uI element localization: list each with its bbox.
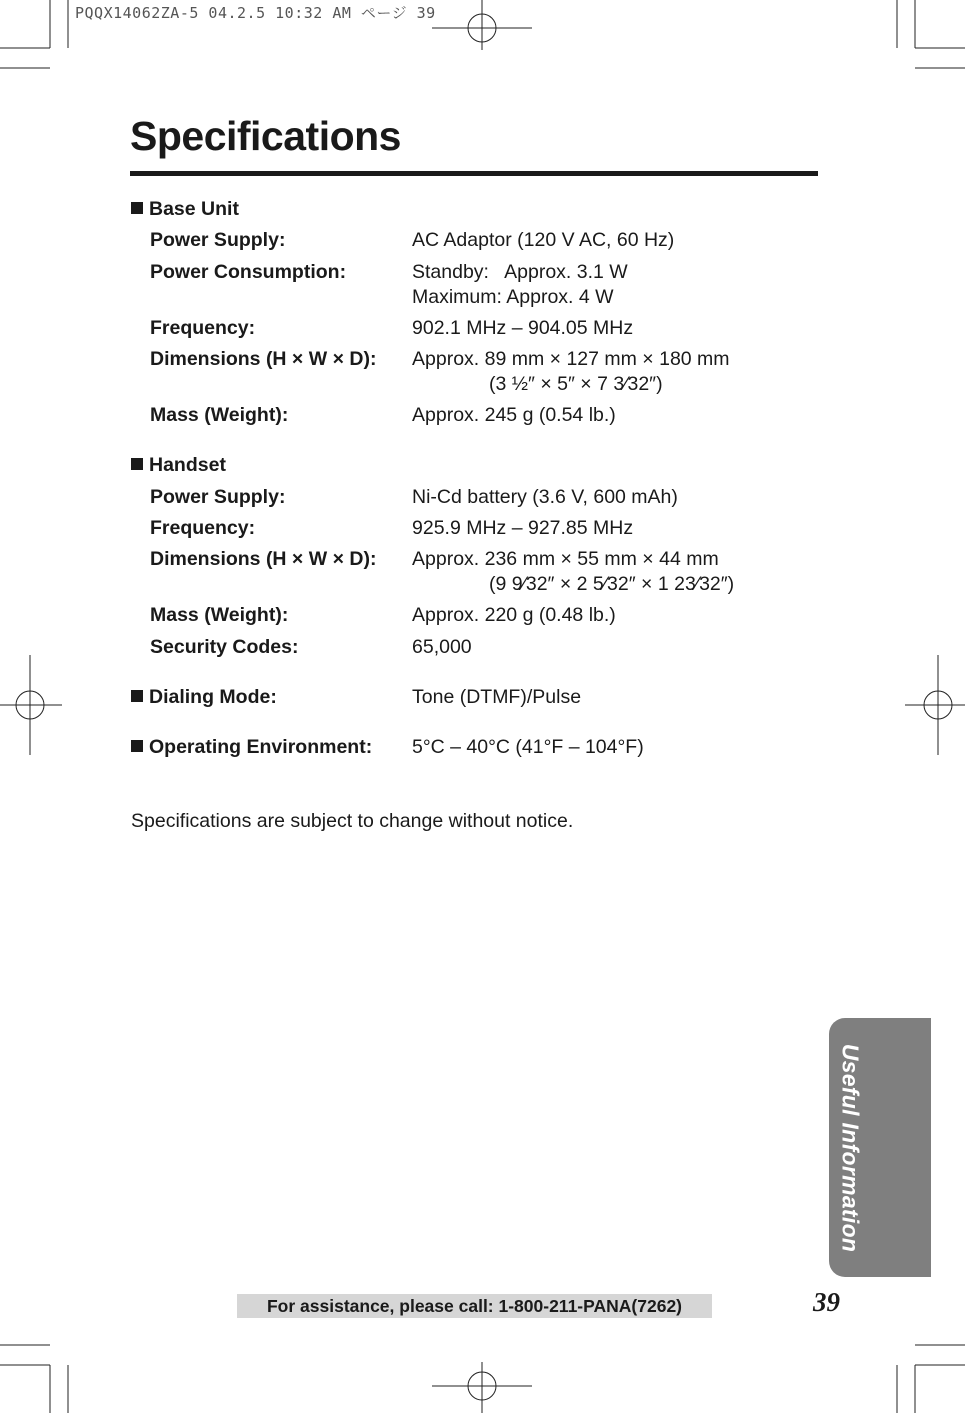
spec-value: Approx. 245 g (0.54 lb.) [412,404,616,426]
spec-label: Power Supply: [150,486,286,508]
spec-value: 65,000 [412,636,472,658]
spec-label: Frequency: [150,517,256,539]
spec-value: (9 9⁄32″ × 2 5⁄32″ × 1 23⁄32″) [489,573,735,595]
spec-value: 902.1 MHz – 904.05 MHz [412,317,634,339]
spec-label: Power Supply: [150,229,286,251]
spec-value: Ni-Cd battery (3.6 V, 600 mAh) [412,486,678,508]
assistance-bar: For assistance, please call: 1-800-211-PANA(7262) [237,1294,712,1318]
spec-value: AC Adaptor (120 V AC, 60 Hz) [412,229,675,251]
section-side-tab-label: Useful Information [837,1043,864,1253]
spec-value: 925.9 MHz – 927.85 MHz [412,517,634,539]
bullet-square-icon [131,202,143,214]
bullet-square-icon [131,690,143,702]
spec-value: Approx. 236 mm × 55 mm × 44 mm [412,548,719,570]
base-unit-heading: Base Unit [131,197,239,221]
bullet-square-icon [131,458,143,470]
spec-value: Approx. 220 g (0.48 lb.) [412,604,616,626]
spec-value: Approx. 89 mm × 127 mm × 180 mm [412,348,730,370]
page-number: 39 [813,1287,840,1317]
spec-label: Dimensions (H × W × D): [150,548,377,570]
spec-value: (3 ½″ × 5″ × 7 3⁄32″) [489,373,663,395]
page-title: Specifications [130,113,401,159]
spec-label: Mass (Weight): [150,404,289,426]
spec-value: Tone (DTMF)/Pulse [412,686,582,708]
dialing-mode-label: Dialing Mode: [131,685,277,709]
spec-label: Mass (Weight): [150,604,289,626]
change-notice: Specifications are subject to change without notice. [131,810,574,832]
handset-heading: Handset [131,453,226,477]
spec-value: Standby: Approx. 3.1 W [412,261,628,283]
print-slug: PQQX14062ZA-5 04.2.5 10:32 AM ページ 39 [75,4,436,22]
operating-environment-label: Operating Environment: [131,735,372,759]
spec-label: Power Consumption: [150,261,347,283]
spec-label: Security Codes: [150,636,299,658]
spec-label: Dimensions (H × W × D): [150,348,377,370]
spec-value: Maximum: Approx. 4 W [412,286,614,308]
bullet-square-icon [131,740,143,752]
spec-label: Frequency: [150,317,256,339]
spec-value: 5°C – 40°C (41°F – 104°F) [412,736,644,758]
